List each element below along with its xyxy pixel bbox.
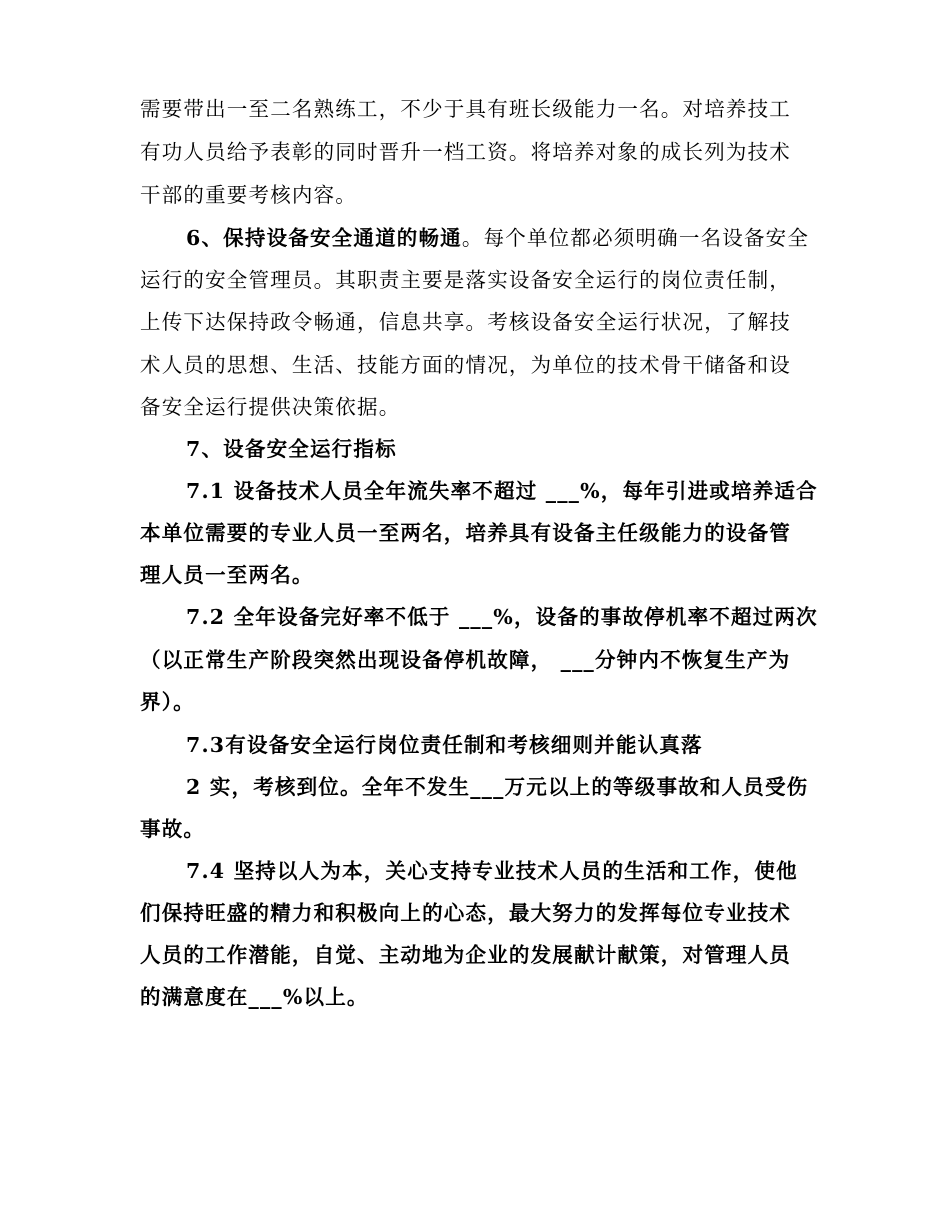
item-7-1-line: 7.1 设备技术人员全年流失率不超过 ___%，每年引进或培养适合 bbox=[186, 479, 818, 503]
paragraph-line: 运行的安全管理员。其职责主要是落实设备安全运行的岗位责任制， bbox=[140, 268, 791, 292]
paragraph-line: 需要带出一至二名熟练工，不少于具有班长级能力一名。对培养技工 bbox=[140, 97, 791, 121]
section-6-heading: 6、保持设备安全通道的畅通 bbox=[186, 226, 462, 250]
section-6-text: 。每个单位都必须明确一名设备安全 bbox=[461, 226, 810, 250]
item-7-2-line: 7.2 全年设备完好率不低于 ___%，设备的事故停机率不超过两次 bbox=[186, 605, 818, 629]
item-7-3-line: 7.3有设备安全运行岗位责任制和考核细则并能认真落 bbox=[186, 733, 703, 757]
item-7-3-line: 2 实，考核到位。全年不发生___万元以上的等级事故和人员受伤 bbox=[186, 775, 809, 799]
paragraph-line: 干部的重要考核内容。 bbox=[140, 183, 357, 207]
item-7-4-line: 7.4 坚持以人为本，关心支持专业技术人员的生活和工作，使他 bbox=[186, 859, 798, 883]
item-7-1-line: 理人员一至两名。 bbox=[140, 563, 314, 587]
item-7-4-line: 们保持旺盛的精力和积极向上的心态，最大努力的发挥每位专业技术 bbox=[140, 901, 791, 925]
item-7-2-line: （以正常生产阶段突然出现设备停机故障， ___分钟内不恢复生产为 bbox=[140, 648, 791, 672]
item-7-1-line: 本单位需要的专业人员一至两名，培养具有设备主任级能力的设备管 bbox=[140, 521, 791, 545]
paragraph-line: 有功人员给予表彰的同时晋升一档工资。将培养对象的成长列为技术 bbox=[140, 140, 791, 164]
paragraph-line: 备安全运行提供决策依据。 bbox=[140, 395, 401, 419]
paragraph-line: 术人员的思想、生活、技能方面的情况，为单位的技术骨干储备和设 bbox=[140, 353, 791, 377]
item-7-4-line: 人员的工作潜能，自觉、主动地为企业的发展献计献策，对管理人员 bbox=[140, 943, 791, 967]
item-7-3-line: 事故。 bbox=[140, 817, 206, 841]
item-7-2-line: 界）。 bbox=[140, 690, 195, 714]
paragraph-line: 上传下达保持政令畅通，信息共享。考核设备安全运行状况，了解技 bbox=[140, 310, 791, 334]
item-7-4-line: 的满意度在___%以上。 bbox=[140, 985, 369, 1009]
section-6-line bbox=[186, 223, 809, 253]
section-7-heading: 7、设备安全运行指标 bbox=[186, 437, 397, 461]
